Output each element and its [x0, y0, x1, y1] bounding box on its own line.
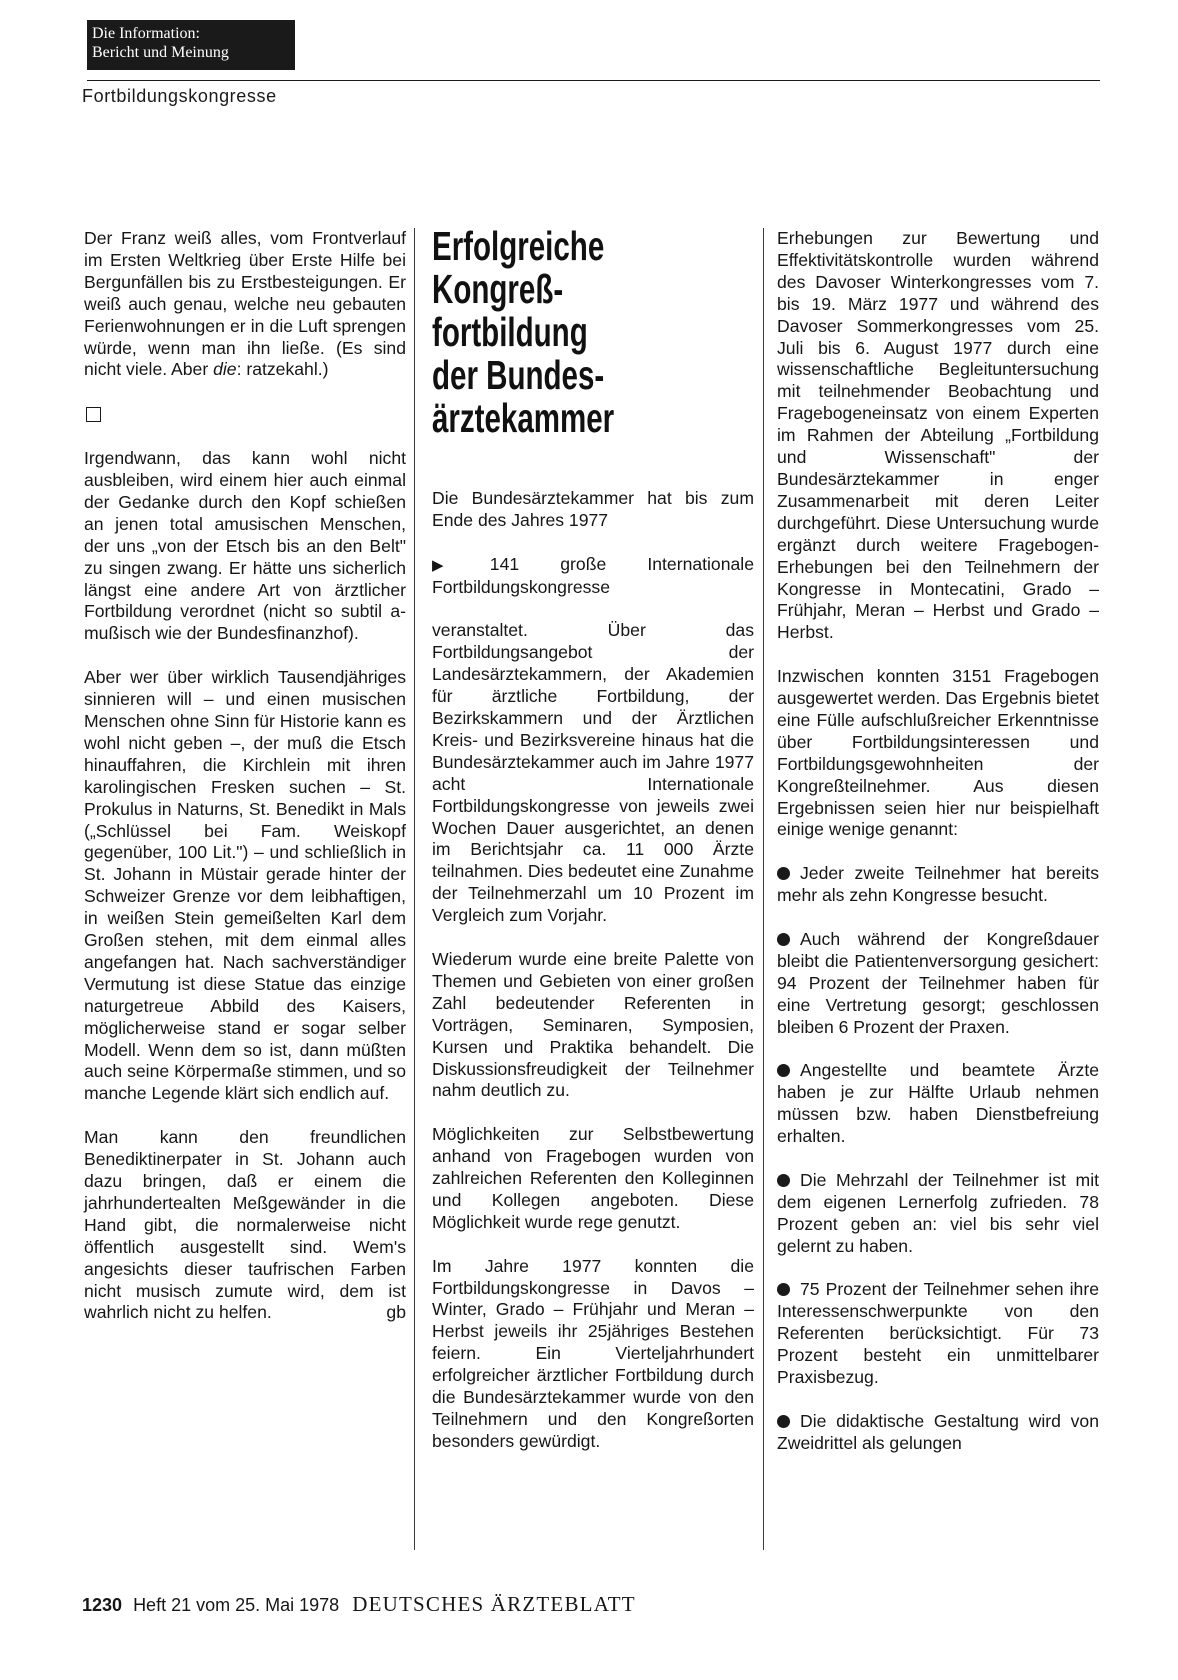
bullet-dot-icon — [777, 867, 790, 880]
column-2 — [432, 488, 754, 1453]
page-footer — [82, 1592, 636, 1617]
author-signature: gb — [386, 1302, 406, 1323]
end-square-icon — [86, 407, 101, 422]
bullet-dot-icon — [777, 933, 790, 946]
col2-paragraph-3: veranstaltet. Über das Fortbildungsangebot der Landesärztekammern, der Akademien für ärztliche Fortbildung, der Bezirkskammern und der Ärztlichen Kreis- und Bezirksvereine hinaus hat die Bundesärztekammer auch im Jahre 1977 acht Internationale Fortbildungskongresse von jeweils zwei Wochen Dauer ausgerichtet, an denen im Berichtsjahr ca. 11 000 Ärzte teilnahmen. Dies bedeutet eine Zunahme der Teilnehmerzahl um 10 Prozent im Vergleich zum Vorjahr. — [432, 620, 754, 926]
col2-paragraph-6: Im Jahre 1977 konnten die Fortbildungskongresse in Davos – Winter, Grado – Frühjahr und Meran – Herbst jeweils ihr 25jähriges Bestehen feiern. Ein Vierteljahrhundert erfolgreicher ärztlicher Fortbildung durch die Bundesärztekammer wurde von den Teilnehmern und den Kongreßorten besonders gewürdigt. — [432, 1255, 754, 1451]
col1-paragraph-4: Man kann den freundlichen Benediktinerpater in St. Johann auch dazu bringen, daß er einem die jahrhundertealten Meßgewänder in die Hand gibt, die normalerweise nicht öffentlich ausgestellt sind. Wem's angesichts dieser taufrischen Farben nicht musisch zumute wird, dem ist wahrlich nicht zu helfen. gb — [84, 1127, 406, 1323]
column-3 — [777, 228, 1099, 1455]
headline-line: Kongreß- — [432, 266, 564, 312]
col2-paragraph-4: Wiederum wurde eine breite Palette von Themen und Gebieten von einer großen Zahl bedeutender Referenten in Vorträgen, Seminaren, Symposien, Kursen und Praktika behandelt. Die Diskussionsfreudigkeit der Teilnehmer nahm deutlich zu. — [432, 948, 754, 1101]
col3-paragraph-1: Erhebungen zur Bewertung und Effektivitätskontrolle wurden während des Davoser Winterkongresses vom 7. bis 19. März 1977 und während des Davoser Sommerkongresses vom 25. Juli bis 6. August 1977 durch eine wissenschaftliche Begleituntersuchung mit teilnehmender Beobachtung und Fragebogeneinsatz von einem Experten im Rahmen der Abteilung „Fortbildung und Wissenschaft" der Bundesärztekammer in enger Zusammenarbeit mit deren Leiter durchgeführt. Diese Untersuchung wurde ergänzt durch weitere Fragebogen-Erhebungen bei den Teilnehmern der Kongresse in Montecatini, Grado – Frühjahr, Meran – Herbst und Grado – Herbst. — [777, 228, 1099, 643]
bullet-item: 75 Prozent der Teilnehmer sehen ihre Interessenschwerpunkte von den Referenten berücksichtigt. Für 73 Prozent besteht ein unmittelbarer Praxisbezug. — [777, 1279, 1099, 1388]
bullet-item: Die Mehrzahl der Teilnehmer ist mit dem eigenen Lernerfolg zufrieden. 78 Prozent geben an: viel bis sehr viel gelernt zu haben. — [777, 1169, 1099, 1256]
col2-paragraph-5: Möglichkeiten zur Selbstbewertung anhand von Fragebogen wurden von zahlreichen Referenten den Kolleginnen und Kollegen angeboten. Diese Möglichkeit wurde rege genutzt. — [432, 1124, 754, 1232]
col1-paragraph-2: Irgendwann, das kann wohl nicht ausbleiben, wird einem hier auch einmal der Gedanke durch den Kopf schießen an jenen total amusischen Menschen, der uns „von der Etsch bis an den Belt" zu singen zwang. Er hätte uns sicherlich längst eine andere Art von ärztlicher Fortbildung verordnet (nicht so subtil a-mußisch wie der Bundesfinanzhof). — [84, 448, 406, 644]
headline-line: ärztekammer — [432, 395, 615, 441]
headline-line: fortbildung — [432, 309, 588, 355]
badge-line-1: Die Information: — [92, 25, 200, 42]
col1-paragraph-3: Aber wer über wirklich Tausendjähriges sinnieren will – und einen musischen Menschen ohne Sinn für Historie kann es wohl nicht geben –, der muß die Etsch hinauffahren, die Kirchlein mit ihren karolingischen Fresken suchen – St. Prokulus in Naturns, St. Benedikt in Mals („Schlüssel bei Fam. Weiskopf gegenüber, 100 Lit.") – und schließlich in St. Johann in Müstair gerade hinter der Schweizer Grenze vor dem leibhaftigen, in weißen Stein gemeißelten Karl dem Großen stehen, mit dem einmal alles angefangen hat. Nach sachverständiger Vermutung ist diese Statue das einzige naturgetreue Abbild des Kaisers, möglicherweise stand er sogar selber Modell. Wenn dem so ist, dann müßten auch seine Körpermaße stimmen, und so manche Legende klärt sich endlich auf. — [84, 667, 406, 1104]
bullet-item: Die didaktische Gestaltung wird von Zweidrittel als gelungen — [777, 1410, 1099, 1453]
col3-paragraph-2: Inzwischen konnten 3151 Fragebogen ausgewertet werden. Das Ergebnis bietet eine Fülle aufschlußreicher Erkenntnisse über Fortbildungsinteressen und Fortbildungsgewohnheiten der Kongreßteilnehmer. Aus diesen Ergebnissen seien hier nur beispielhaft einige wenige genannt: — [777, 666, 1099, 840]
magazine-name: DEUTSCHES ÄRZTEBLATT — [352, 1592, 636, 1616]
bullet-dot-icon — [777, 1174, 790, 1187]
column-divider-1 — [414, 228, 415, 1550]
col1-paragraph-1: Der Franz weiß alles, vom Frontverlauf im Ersten Weltkrieg über Erste Hilfe bei Bergunfällen bis zu Erstbesteigungen. Er weiß auch genau, welche neu gebauten Ferienwohnungen er in die Luft sprengen würde, wenn man ihn ließe. (Es sind nicht viele. Aber die: ratzekahl.) — [84, 228, 406, 380]
headline-line: der Bundes- — [432, 352, 605, 398]
header-rule — [87, 80, 1100, 81]
header-badge — [87, 20, 295, 70]
bullet-item: Angestellte und beamtete Ärzte haben je zur Hälfte Urlaub nehmen müssen bzw. haben Dienstbefreiung erhalten. — [777, 1060, 1099, 1147]
column-divider-2 — [763, 228, 764, 1550]
triangle-arrow-icon: ▶ — [432, 556, 480, 574]
article-headline — [432, 225, 670, 440]
page-number: 1230 — [82, 1595, 123, 1615]
col2-paragraph-1: Die Bundesärztekammer hat bis zum Ende des Jahres 1977 — [432, 488, 754, 530]
headline-line: Erfolgreiche — [432, 223, 605, 269]
bullet-dot-icon — [777, 1064, 790, 1077]
column-1 — [84, 228, 406, 1324]
badge-line-2: Bericht und Meinung — [92, 44, 229, 61]
bullet-item: Jeder zweite Teilnehmer hat bereits mehr als zehn Kongresse besucht. — [777, 863, 1099, 906]
section-label: Fortbildungskongresse — [82, 86, 277, 106]
col2-highlight: ▶ 141 große Internationale Fortbildungskongresse — [432, 553, 754, 597]
bullet-dot-icon — [777, 1415, 790, 1428]
issue-info: Heft 21 vom 25. Mai 1978 — [133, 1595, 340, 1615]
bullet-dot-icon — [777, 1283, 790, 1296]
bullet-item: Auch während der Kongreßdauer bleibt die Patientenversorgung gesichert: 94 Prozent der Teilnehmer haben für eine Vertretung gesorgt; geschlossen bleiben 6 Prozent der Praxen. — [777, 928, 1099, 1037]
